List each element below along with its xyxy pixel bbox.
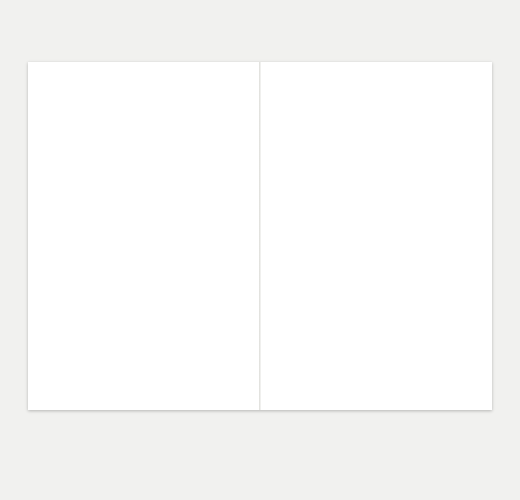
left-page (28, 62, 260, 410)
right-page (261, 62, 493, 410)
left-body-text (46, 76, 242, 328)
book-spread (28, 62, 492, 410)
right-body-text (275, 76, 473, 328)
